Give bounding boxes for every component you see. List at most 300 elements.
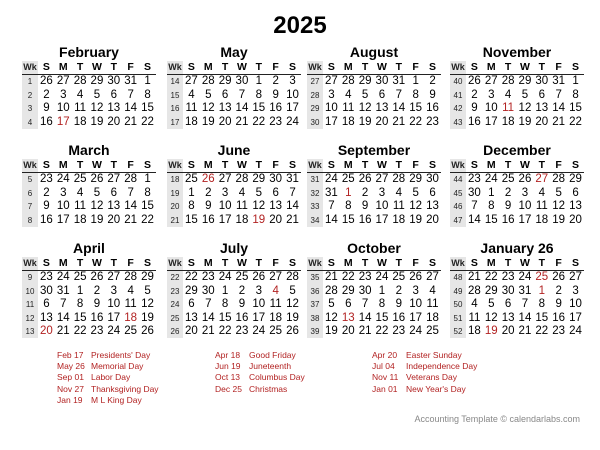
week-number: 18	[167, 173, 183, 187]
day-cell: 2	[504, 186, 512, 199]
day-cell: 9	[361, 200, 369, 213]
weekday-header: T	[72, 159, 89, 173]
weekday-header: M	[200, 159, 217, 173]
week-number: 40	[450, 75, 466, 89]
day-cell: 26	[141, 325, 154, 338]
day-cell: 4	[238, 186, 246, 199]
month-name: December	[483, 142, 551, 158]
week-row	[167, 312, 301, 325]
day-cell: 11	[235, 200, 248, 213]
day-cell: 25	[426, 325, 439, 338]
week-row	[450, 75, 584, 89]
day-cell: 19	[518, 115, 532, 128]
day-cell: 6	[110, 88, 117, 101]
day-cell: 10	[409, 298, 423, 311]
weekday-header-row	[167, 61, 301, 75]
holiday-item	[372, 361, 477, 372]
day-cell: 4	[395, 186, 402, 199]
day-cell: 24	[218, 271, 232, 284]
weekday-header: S	[567, 257, 584, 271]
day-cell: 10	[107, 298, 121, 311]
week-number: 11	[22, 298, 38, 311]
weekday-header: W	[517, 61, 534, 75]
day-cell: 10	[569, 298, 582, 311]
weekday-header: T	[217, 159, 234, 173]
holiday-name: Columbus Day	[249, 372, 305, 383]
week-number: 29	[307, 102, 323, 115]
day-cell: 14	[124, 102, 138, 115]
day-cell: 30	[40, 284, 53, 297]
day-cell: 21	[235, 115, 249, 128]
day-cell: 19	[552, 213, 566, 226]
holiday-day-cell: 19	[484, 325, 498, 338]
day-cell: 23	[392, 325, 406, 338]
day-cell: 16	[552, 311, 566, 324]
week-row	[22, 325, 156, 338]
week-header: Wk	[22, 257, 38, 271]
weekday-header: S	[38, 159, 55, 173]
weekday-header: T	[250, 159, 267, 173]
weekday-header: T	[217, 257, 234, 271]
weekday-header-row	[167, 257, 301, 271]
day-cell: 14	[124, 200, 138, 213]
day-cell: 7	[521, 298, 529, 311]
day-cell: 22	[535, 325, 549, 338]
weekday-header: M	[55, 159, 72, 173]
week-row	[450, 271, 584, 285]
day-cell: 24	[56, 173, 70, 186]
day-cell: 7	[127, 186, 134, 199]
week-number: 5	[22, 173, 38, 187]
day-cell: 29	[518, 75, 532, 88]
day-cell: 21	[201, 325, 215, 338]
week-row	[22, 298, 156, 311]
day-cell: 23	[235, 325, 249, 338]
day-cell: 1	[144, 75, 151, 88]
week-row	[167, 173, 301, 187]
weekday-header: F	[122, 61, 139, 75]
week-header: Wk	[22, 159, 38, 173]
weekday-header: W	[234, 159, 251, 173]
week-row	[307, 89, 441, 102]
week-number: 19	[167, 187, 183, 200]
month-block	[167, 142, 301, 227]
day-cell: 6	[110, 186, 117, 199]
day-cell: 7	[127, 88, 134, 101]
weekday-header: S	[466, 159, 483, 173]
week-row	[450, 298, 584, 311]
week-row	[307, 187, 441, 200]
day-cell: 20	[269, 213, 283, 226]
week-header: Wk	[450, 159, 466, 173]
week-number: 37	[307, 298, 323, 311]
day-cell: 24	[569, 325, 582, 338]
day-cell: 5	[255, 186, 262, 199]
week-row	[167, 325, 301, 338]
day-cell: 15	[218, 311, 232, 324]
holiday-day-cell: 18	[124, 311, 138, 324]
holiday-column	[372, 350, 477, 395]
day-cell: 10	[56, 102, 70, 115]
day-cell: 24	[325, 173, 338, 186]
week-row	[450, 214, 584, 227]
week-number: 28	[307, 89, 323, 102]
week-number: 30	[307, 116, 323, 129]
day-cell: 6	[345, 298, 352, 311]
day-cell: 27	[269, 271, 283, 284]
weekday-header: W	[517, 257, 534, 271]
day-cell: 18	[426, 311, 439, 324]
day-cell: 18	[501, 115, 515, 128]
week-number: 9	[22, 271, 38, 285]
week-row	[22, 89, 156, 102]
day-cell: 11	[74, 102, 87, 115]
week-number: 15	[167, 89, 183, 102]
day-cell: 8	[345, 200, 352, 213]
week-number: 44	[450, 173, 466, 187]
week-number: 50	[450, 298, 466, 311]
month-table	[167, 159, 301, 227]
holiday-name: Presidents' Day	[91, 350, 151, 360]
week-header: Wk	[167, 61, 183, 75]
day-cell: 8	[538, 298, 545, 311]
month-block	[450, 44, 584, 129]
week-row	[167, 298, 301, 311]
day-cell: 24	[252, 325, 266, 338]
week-row	[22, 271, 156, 285]
day-cell: 15	[141, 200, 154, 213]
weekday-header-row	[22, 257, 156, 271]
day-cell: 21	[392, 115, 406, 128]
day-cell: 5	[555, 186, 562, 199]
month-table	[307, 159, 441, 227]
day-cell: 29	[484, 284, 498, 297]
day-cell: 14	[325, 213, 338, 226]
holiday-name: Juneteenth	[249, 361, 292, 372]
weekday-header: M	[200, 257, 217, 271]
week-row	[167, 102, 301, 115]
weekday-header: F	[407, 257, 424, 271]
holiday-date: Dec 25	[215, 383, 242, 394]
day-cell: 22	[409, 115, 423, 128]
month-table	[450, 61, 584, 129]
week-number: 3	[22, 102, 38, 115]
holiday-day-cell: 11	[502, 102, 515, 115]
month-table	[450, 257, 584, 338]
week-number: 27	[307, 75, 323, 89]
weekday-header: W	[374, 61, 391, 75]
day-cell: 4	[127, 284, 134, 297]
day-cell: 16	[358, 213, 372, 226]
week-header: Wk	[450, 257, 466, 271]
day-cell: 21	[56, 325, 70, 338]
day-cell: 16	[501, 213, 515, 226]
day-cell: 28	[501, 75, 515, 88]
weekday-header: M	[483, 159, 500, 173]
day-cell: 1	[378, 284, 386, 297]
holiday-name: Independence Day	[406, 361, 478, 372]
day-cell: 22	[73, 325, 87, 338]
day-cell: 18	[73, 115, 87, 128]
holiday-day-cell: 27	[535, 173, 549, 186]
day-cell: 9	[205, 200, 212, 213]
day-cell: 18	[73, 213, 87, 226]
weekday-header: F	[267, 257, 284, 271]
month-table	[450, 159, 584, 227]
weekday-header: F	[407, 61, 424, 75]
weekday-header-row	[450, 61, 584, 75]
day-cell: 21	[124, 115, 138, 128]
day-cell: 5	[521, 88, 529, 101]
day-cell: 7	[395, 88, 402, 101]
calendar-title: 2025	[273, 12, 327, 39]
weekday-header: S	[284, 159, 301, 173]
day-cell: 5	[488, 298, 495, 311]
day-cell: 28	[341, 75, 355, 88]
day-cell: 12	[286, 298, 299, 311]
week-number: 24	[167, 298, 183, 311]
day-cell: 21	[124, 213, 138, 226]
day-cell: 25	[73, 271, 87, 284]
weekday-header: S	[567, 159, 584, 173]
holiday-date: Apr 20	[372, 350, 398, 360]
day-cell: 18	[235, 213, 249, 226]
day-cell: 19	[286, 311, 299, 324]
day-cell: 26	[90, 173, 104, 186]
day-cell: 16	[468, 115, 481, 128]
day-cell: 21	[552, 115, 566, 128]
day-cell: 11	[392, 200, 405, 213]
weekday-header: T	[72, 257, 89, 271]
month-table	[167, 61, 301, 129]
day-cell: 25	[341, 173, 355, 186]
week-number: 10	[22, 285, 38, 298]
holiday-item	[372, 350, 477, 361]
week-row	[450, 312, 584, 325]
day-cell: 20	[107, 115, 121, 128]
month-block	[450, 240, 584, 338]
day-cell: 19	[90, 213, 104, 226]
day-cell: 19	[90, 115, 104, 128]
day-cell: 26	[518, 173, 532, 186]
day-cell: 15	[484, 213, 498, 226]
day-cell: 8	[144, 88, 151, 101]
weekday-header: T	[533, 61, 550, 75]
day-cell: 23	[468, 173, 481, 186]
day-cell: 2	[43, 186, 50, 199]
weekday-header: S	[323, 61, 340, 75]
week-row	[22, 312, 156, 325]
weekday-header: T	[357, 257, 374, 271]
day-cell: 20	[375, 115, 389, 128]
day-cell: 13	[218, 102, 232, 115]
weekday-header: T	[250, 257, 267, 271]
day-cell: 5	[205, 88, 212, 101]
day-cell: 30	[375, 75, 389, 88]
day-cell: 24	[375, 271, 389, 284]
holiday-day-cell: 13	[341, 311, 355, 324]
day-cell: 11	[185, 102, 198, 115]
holiday-date: Jan 19	[57, 394, 83, 405]
day-cell: 8	[221, 298, 229, 311]
week-number: 49	[450, 285, 466, 298]
month-name: May	[220, 44, 248, 60]
day-cell: 29	[252, 173, 266, 186]
day-cell: 12	[484, 311, 498, 324]
holiday-item	[57, 361, 159, 372]
week-number: 23	[167, 285, 183, 298]
week-number: 45	[450, 187, 466, 200]
day-cell: 4	[345, 88, 352, 101]
day-cell: 27	[218, 173, 232, 186]
weekday-header: M	[55, 61, 72, 75]
weekday-header: T	[500, 159, 517, 173]
weekday-header: M	[483, 257, 500, 271]
day-cell: 4	[471, 298, 478, 311]
week-row	[22, 116, 156, 129]
holiday-day-cell: 20	[40, 325, 53, 338]
holiday-date: Sep 01	[57, 372, 84, 383]
day-cell: 26	[286, 325, 299, 338]
week-number: 35	[307, 271, 323, 285]
holiday-name: Good Friday	[249, 350, 296, 360]
day-cell: 1	[572, 75, 579, 88]
day-cell: 27	[484, 75, 498, 88]
holiday-name: Thanksgiving Day	[91, 383, 159, 394]
day-cell: 15	[569, 102, 582, 115]
month-block	[167, 240, 301, 338]
day-cell: 21	[358, 325, 372, 338]
holiday-day-cell: 26	[201, 173, 215, 186]
day-cell: 25	[501, 173, 515, 186]
day-cell: 9	[395, 298, 402, 311]
month-table	[307, 257, 441, 338]
day-cell: 6	[188, 298, 195, 311]
day-cell: 7	[60, 298, 67, 311]
day-cell: 6	[572, 186, 579, 199]
day-cell: 14	[552, 102, 566, 115]
week-header: Wk	[167, 159, 183, 173]
day-cell: 28	[73, 75, 87, 88]
day-cell: 21	[518, 325, 532, 338]
day-cell: 13	[107, 200, 121, 213]
day-cell: 24	[409, 325, 423, 338]
week-number: 21	[167, 214, 183, 227]
day-cell: 5	[361, 88, 369, 101]
day-cell: 2	[272, 75, 279, 88]
week-number: 2	[22, 89, 38, 102]
holiday-date: Jun 19	[215, 361, 241, 372]
day-cell: 1	[255, 75, 262, 88]
week-number: 26	[167, 325, 183, 338]
day-cell: 19	[201, 115, 215, 128]
week-number: 41	[450, 89, 466, 102]
day-cell: 4	[76, 88, 84, 101]
week-row	[307, 75, 441, 89]
day-cell: 13	[40, 311, 53, 324]
week-number: 16	[167, 102, 183, 115]
day-cell: 12	[141, 298, 154, 311]
day-cell: 21	[286, 213, 299, 226]
day-cell: 10	[518, 200, 532, 213]
day-cell: 28	[124, 271, 138, 284]
day-cell: 26	[409, 271, 423, 284]
weekday-header: S	[424, 61, 441, 75]
holiday-column	[57, 350, 159, 406]
day-cell: 15	[341, 213, 355, 226]
weekday-header: S	[183, 257, 200, 271]
week-number: 39	[307, 325, 323, 338]
weekday-header: S	[424, 257, 441, 271]
holiday-item	[215, 384, 305, 395]
week-row	[307, 285, 441, 298]
weekday-header-row	[167, 159, 301, 173]
week-number: 6	[22, 187, 38, 200]
day-cell: 1	[412, 75, 419, 88]
weekday-header-row	[22, 159, 156, 173]
day-cell: 1	[188, 186, 195, 199]
holiday-day-cell: 17	[56, 115, 70, 128]
day-cell: 5	[93, 186, 101, 199]
day-cell: 5	[93, 88, 101, 101]
weekday-header: M	[340, 159, 357, 173]
weekday-header: T	[105, 159, 122, 173]
weekday-header: M	[340, 257, 357, 271]
day-cell: 2	[471, 88, 478, 101]
week-row	[22, 285, 156, 298]
weekday-header: T	[357, 159, 374, 173]
week-number: 47	[450, 214, 466, 227]
day-cell: 4	[429, 284, 436, 297]
day-cell: 26	[468, 75, 481, 88]
day-cell: 31	[518, 284, 532, 297]
week-row	[450, 200, 584, 213]
holiday-day-cell: 1	[345, 186, 352, 199]
day-cell: 27	[185, 75, 198, 88]
holiday-date: Oct 13	[215, 372, 241, 383]
day-cell: 19	[325, 325, 338, 338]
week-number: 20	[167, 200, 183, 213]
day-cell: 7	[328, 200, 335, 213]
holiday-name: Labor Day	[91, 372, 131, 383]
day-cell: 2	[395, 284, 402, 297]
day-cell: 21	[325, 271, 338, 284]
day-cell: 18	[535, 213, 549, 226]
day-cell: 4	[538, 186, 545, 199]
weekday-header: W	[89, 257, 106, 271]
weekday-header-row	[307, 257, 441, 271]
day-cell: 10	[56, 200, 70, 213]
day-cell: 29	[569, 173, 582, 186]
week-row	[22, 102, 156, 115]
day-cell: 8	[188, 200, 195, 213]
day-cell: 23	[358, 271, 372, 284]
day-cell: 3	[110, 284, 117, 297]
month-block	[167, 44, 301, 129]
day-cell: 23	[269, 115, 283, 128]
day-cell: 22	[341, 271, 355, 284]
week-row	[22, 173, 156, 187]
week-row	[307, 325, 441, 338]
day-cell: 8	[412, 88, 419, 101]
day-cell: 20	[535, 115, 549, 128]
weekday-header: W	[89, 159, 106, 173]
weekday-header-row	[450, 257, 584, 271]
week-number: 8	[22, 214, 38, 227]
holiday-name: M L King Day	[91, 394, 142, 405]
month-block	[22, 240, 156, 338]
day-cell: 8	[255, 88, 262, 101]
